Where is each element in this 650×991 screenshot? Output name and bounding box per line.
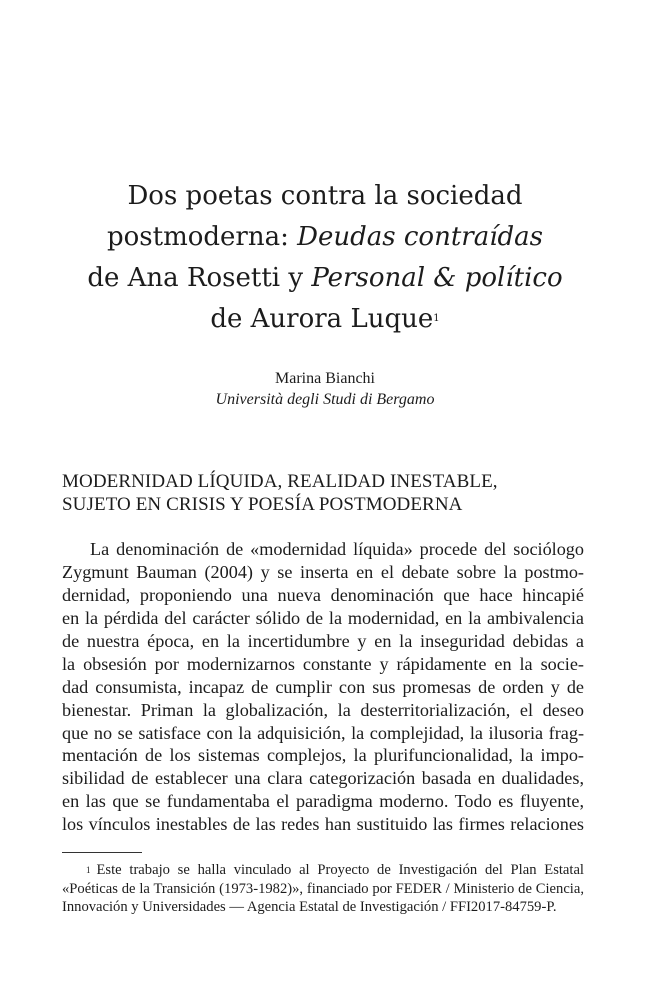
title-work-deudas: Deudas contraídas xyxy=(297,222,543,252)
paragraph-line: La denominación de «modernidad líquida» procede del sociólogo xyxy=(90,539,584,559)
section-heading xyxy=(62,470,592,516)
paragraph-line: en las que se fundamentaba el paradigma moderno. Todo es fluyente, xyxy=(62,791,584,812)
title-work-personal: Personal & político xyxy=(311,263,563,293)
footnote-line xyxy=(62,861,584,880)
title-line-3 xyxy=(40,258,610,299)
article-title xyxy=(40,176,610,340)
paragraph-line: dernidad, proponiendo una nueva denominación que hace hincapié xyxy=(62,584,584,605)
footnote-line: Innovación y Universidades — Agencia Estatal de Investigación / FFI2017-84759-P. xyxy=(62,899,557,915)
author-affiliation: Università degli Studi di Bergamo xyxy=(215,391,435,408)
footnote-line: «Poéticas de la Transición (1973-1982)», financiado por FEDER / Ministerio de Ciencia, xyxy=(62,880,584,897)
section-heading-line: MODERNIDAD LÍQUIDA, REALIDAD INESTABLE, xyxy=(62,471,498,492)
footnote-separator xyxy=(62,852,142,853)
paragraph-line: Zygmunt Bauman (2004) y se inserta en el debate sobre la postmo- xyxy=(62,561,584,582)
title-line-4-text: de Aurora Luque xyxy=(210,304,434,334)
title-line-1: Dos poetas contra la sociedad xyxy=(127,181,523,211)
paragraph-line: sibilidad de establecer una clara categorización basada en dualidades, xyxy=(62,768,584,789)
footnote xyxy=(62,861,584,917)
paragraph-line: los vínculos inestables de las redes han sustituido las firmes relaciones xyxy=(62,814,584,835)
footnote-mark: 1 xyxy=(86,865,91,875)
paragraph-line: dad consumista, incapaz de cumplir con sus promesas de orden y de xyxy=(62,676,584,697)
paragraph-line: la obsesión por modernizarnos constante y rápidamente en la socie- xyxy=(62,653,584,674)
title-footnote-mark[interactable]: 1 xyxy=(433,313,440,324)
paragraph-line: en la pérdida del carácter sólido de la modernidad, en la ambivalencia xyxy=(62,607,584,628)
paragraph-line: de nuestra época, en la incertidumbre y en la inseguridad debidas a xyxy=(62,630,584,651)
title-line-2 xyxy=(40,217,610,258)
body-paragraph xyxy=(62,538,584,836)
section-heading-line: SUJETO EN CRISIS Y POESÍA POSTMODERNA xyxy=(62,494,463,515)
footnote-line-text: Este trabajo se halla vinculado al Proyecto de Investigación del Plan Estatal xyxy=(96,862,584,878)
paragraph-line: mentación de los sistemas complejos, la plurifuncionalidad, la impo- xyxy=(62,745,584,766)
paragraph-line: bienestar. Priman la globalización, la desterritorialización, el deseo xyxy=(62,699,584,720)
title-line-2-text: postmoderna: xyxy=(107,222,298,252)
title-line-3-text: de Ana Rosetti y xyxy=(87,263,312,293)
title-line-4 xyxy=(40,299,610,340)
author-name: Marina Bianchi xyxy=(275,370,375,387)
paragraph-line: que no se satisface con la adquisición, la complejidad, la ilusoria frag- xyxy=(62,722,584,743)
